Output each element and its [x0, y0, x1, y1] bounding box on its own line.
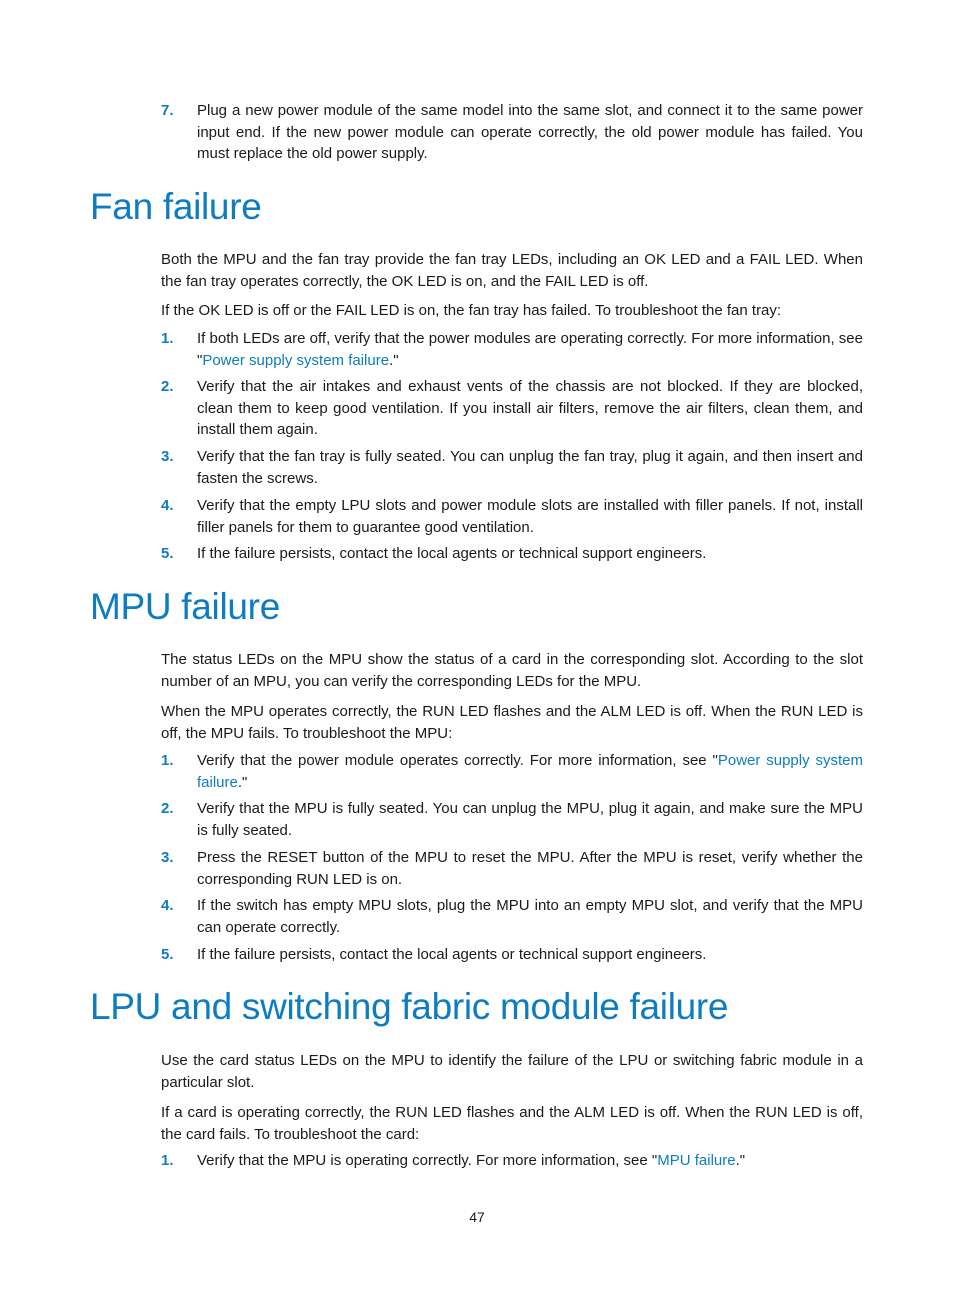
step-text-part: Verify that the MPU is operating correctly. For more information, see " — [197, 1152, 658, 1169]
step-number: 3. — [161, 849, 174, 866]
list-item — [161, 543, 863, 565]
list-item — [161, 944, 863, 966]
step-text: Verify that the empty LPU slots and power module slots are installed with filler panels. If not, install filler panels for them to guarantee good ventilation. — [197, 497, 863, 536]
link-power-supply-system-failure[interactable]: Power supply system failure — [202, 351, 390, 369]
list-item — [161, 495, 863, 538]
paragraph: If the OK LED is off or the FAIL LED is on, the fan tray has failed. To troubleshoot the fan tray: — [161, 302, 782, 319]
step-number: 5. — [161, 545, 174, 562]
step-text: If the switch has empty MPU slots, plug the MPU into an empty MPU slot, and verify that the MPU can operate correctly. — [197, 897, 863, 936]
step-number: 1. — [161, 330, 174, 347]
paragraph: Both the MPU and the fan tray provide the fan tray LEDs, including an OK LED and a FAIL LED. When the fan tray operates correctly, the OK LED is on, and the FAIL LED is off. — [161, 251, 863, 290]
step-number: 1. — [161, 752, 174, 769]
step-text: Plug a new power module of the same model into the same slot, and connect it to the same power input end. If the new power module can operate correctly, the old power module has failed. You must replace the old power supply. — [197, 102, 863, 162]
step-text — [197, 1150, 863, 1172]
step-number: 7. — [161, 102, 174, 119]
step-text-part: ." — [735, 1152, 746, 1169]
section-title-mpu-failure: MPU failure — [90, 586, 280, 627]
list-item — [161, 1150, 863, 1172]
step-number: 5. — [161, 946, 174, 963]
step-number: 3. — [161, 448, 174, 465]
list-item — [161, 328, 863, 371]
step-text-part: Verify that the power module operates correctly. For more information, see " — [197, 752, 718, 769]
step-text-part: ." — [237, 773, 248, 791]
list-item — [161, 376, 863, 441]
step-text — [197, 750, 863, 793]
list-item — [161, 446, 863, 489]
step-text: Verify that the MPU is fully seated. You can unplug the MPU, plug it again, and make sure the MPU is fully seated. — [197, 800, 863, 839]
list-item — [161, 895, 863, 938]
step-text — [197, 328, 863, 371]
link-power-supply-system-failure[interactable]: Power supply system failure — [197, 752, 863, 791]
list-item — [161, 750, 863, 793]
page-number: 47 — [469, 1209, 485, 1225]
step-number: 4. — [161, 897, 174, 914]
step-text: If the failure persists, contact the local agents or technical support engineers. — [197, 545, 707, 562]
step-number: 2. — [161, 800, 174, 817]
step-text: Verify that the air intakes and exhaust vents of the chassis are not blocked. If they are blocked, clean them to keep good ventilation. If you install air filters, remove the air filters, clean them, and install them again. — [197, 378, 863, 438]
step-number: 1. — [161, 1152, 174, 1169]
list-item — [161, 100, 863, 165]
step-text-part: If both LEDs are off, verify that the power modules are operating correctly. For more information, see " — [197, 330, 863, 369]
section-title-lpu-failure: LPU and switching fabric module failure — [90, 986, 729, 1027]
list-item — [161, 847, 863, 890]
step-text: If the failure persists, contact the local agents or technical support engineers. — [197, 946, 707, 963]
paragraph: When the MPU operates correctly, the RUN LED flashes and the ALM LED is off. When the RUN LED is off, the MPU fails. To troubleshoot the MPU: — [161, 703, 863, 742]
section-title-fan-failure: Fan failure — [90, 186, 262, 227]
step-text: Verify that the fan tray is fully seated. You can unplug the fan tray, plug it again, and then insert and fasten the screws. — [197, 448, 863, 487]
paragraph: The status LEDs on the MPU show the status of a card in the corresponding slot. According to the slot number of an MPU, you can verify the corresponding LEDs for the MPU. — [161, 651, 863, 690]
step-text-part: ." — [389, 351, 399, 369]
step-text: Press the RESET button of the MPU to reset the MPU. After the MPU is reset, verify whether the corresponding RUN LED is on. — [197, 849, 863, 888]
list-item — [161, 798, 863, 841]
link-mpu-failure[interactable]: MPU failure — [657, 1152, 736, 1169]
paragraph: If a card is operating correctly, the RUN LED flashes and the ALM LED is off. When the RUN LED is off, the card fails. To troubleshoot the card: — [161, 1104, 863, 1143]
step-number: 4. — [161, 497, 174, 514]
step-number: 2. — [161, 378, 174, 395]
paragraph: Use the card status LEDs on the MPU to identify the failure of the LPU or switching fabric module in a particular slot. — [161, 1052, 863, 1091]
